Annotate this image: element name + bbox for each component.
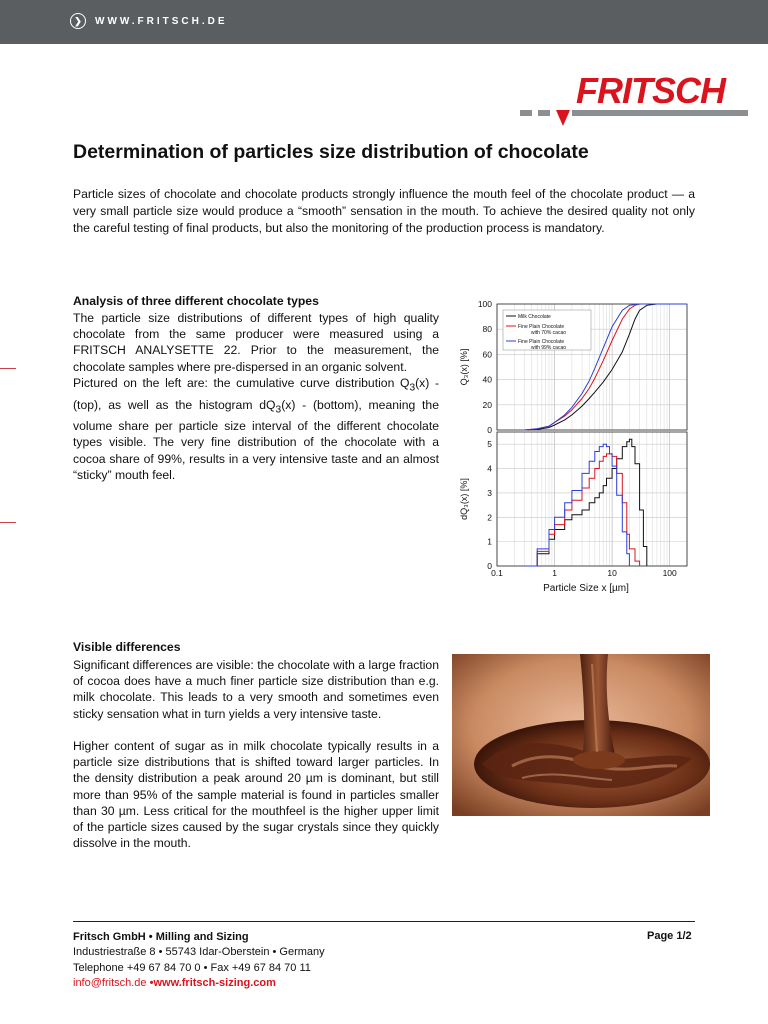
intro-paragraph: Particle sizes of chocolate and chocolate products strongly influence the mouth feel of the chocolate product — a very small particle size would produce a “smooth” sensation in the mouth. To achieve the desired quality not only the careful testing of final products, but also the monitoring of the production process is mandatory. xyxy=(73,187,695,235)
y-axis-label: dQ₃(x) [%] xyxy=(459,478,469,520)
legend-label: Fine Plain Chocolate with 99% cacao xyxy=(518,339,567,351)
plot-frame xyxy=(497,432,687,566)
section-heading-analysis: Analysis of three different chocolate types xyxy=(73,294,319,308)
y-tick-label: 80 xyxy=(482,324,492,335)
y-tick-label: 40 xyxy=(482,374,492,385)
chocolate-swirl-photo xyxy=(452,654,710,816)
differences-paragraph-1: Significant differences are visible: the chocolate with a large fraction of cocoa does have a much finer particle size distribution than e.g. milk chocolate. This leads to a very smooth and sometimes even sticky sensation what in turn yields a very intensive taste. xyxy=(73,658,439,721)
page-title: Determination of particles size distribution of chocolate xyxy=(73,141,589,163)
arrow-right-circle-icon: ❯ xyxy=(70,13,86,29)
y-tick-label: 5 xyxy=(487,439,492,450)
section-heading-visible-differences: Visible differences xyxy=(73,640,181,654)
y-tick-label: 3 xyxy=(487,487,492,498)
y-tick-label: 20 xyxy=(482,399,492,410)
header-url: WWW.FRITSCH.DE xyxy=(95,15,228,27)
margin-mark xyxy=(0,522,16,523)
footer-separator: • xyxy=(146,977,154,990)
footer xyxy=(73,930,325,992)
logo-text: FRITSCH xyxy=(576,70,725,111)
margin-mark xyxy=(0,368,16,369)
x-tick-label: 0.1 xyxy=(491,568,503,578)
fritsch-logo xyxy=(520,70,750,130)
footer-email-link[interactable]: info@fritsch.de xyxy=(73,977,147,990)
y-tick-label: 1 xyxy=(487,536,492,547)
header-link[interactable] xyxy=(70,13,228,29)
text-fragment: (x) - (top), as well as the histogram dQ xyxy=(73,376,439,412)
text-fragment: (x) - (bottom), meaning the volume share per particle size interval of the different chocolate types visible. The very fine distribution of the chocolate with a cocoa share of 99%, results in a very intensive taste and an almost “sticky” mouth feel. xyxy=(73,397,439,482)
y-axis-label: Q₃(x) [%] xyxy=(459,348,469,386)
differences-paragraph-2: Higher content of sugar as in milk chocolate typically results in a particle size distributions that is shifted toward larger particles. In the density distribution a peak around 20 µm is dominant, but still more than 95% of the sample material is found in particles smaller than 30 µm. Less critical for the mouthfeel is the higher upper limit of the particle sizes caused by the sugar crystals since they quickly dissolve in the mouth. xyxy=(73,739,439,851)
footer-divider xyxy=(73,921,695,922)
x-tick-label: 100 xyxy=(662,568,677,578)
analysis-paragraph-1: The particle size distributions of different types of high quality chocolate from the same producer were measured using a FRITSCH ANALYSETTE 22. Prior to the measurement, the chocolate samples where pre-dispersed in an organic solvent. xyxy=(73,311,439,374)
footer-company: Fritsch GmbH • Milling and Sizing xyxy=(73,931,249,943)
legend-label: Milk Chocolate xyxy=(518,314,551,320)
logo-triangle-icon xyxy=(556,110,570,126)
footer-web-link[interactable]: www.fritsch-sizing.com xyxy=(153,977,276,990)
text-fragment: Pictured on the left are: the cumulative curve distribution Q xyxy=(73,376,410,390)
x-axis-label: Particle Size x [µm] xyxy=(543,583,629,594)
y-tick-label: 100 xyxy=(477,299,492,309)
x-tick-label: 1 xyxy=(552,568,557,578)
y-tick-label: 2 xyxy=(487,512,492,523)
particle-size-chart xyxy=(455,294,695,598)
series-line xyxy=(525,439,647,566)
subscript: 3 xyxy=(409,382,416,394)
x-tick-label: 10 xyxy=(607,568,617,578)
y-tick-label: 4 xyxy=(487,463,492,474)
y-tick-label: 0 xyxy=(487,425,492,435)
footer-address: Industriestraße 8 • 55743 Idar-Oberstein • Germany xyxy=(73,946,325,959)
y-tick-label: 0 xyxy=(487,561,492,571)
series-line xyxy=(525,444,630,566)
subscript: 3 xyxy=(275,404,282,416)
legend-label: Fine Plain Chocolate with 70% cacao xyxy=(518,324,567,336)
footer-phone: Telephone +49 67 84 70 0 • Fax +49 67 84 70 11 xyxy=(73,961,311,974)
y-tick-label: 60 xyxy=(482,349,492,360)
page-number: Page 1/2 xyxy=(647,930,692,942)
analysis-paragraph-2 xyxy=(73,375,439,483)
